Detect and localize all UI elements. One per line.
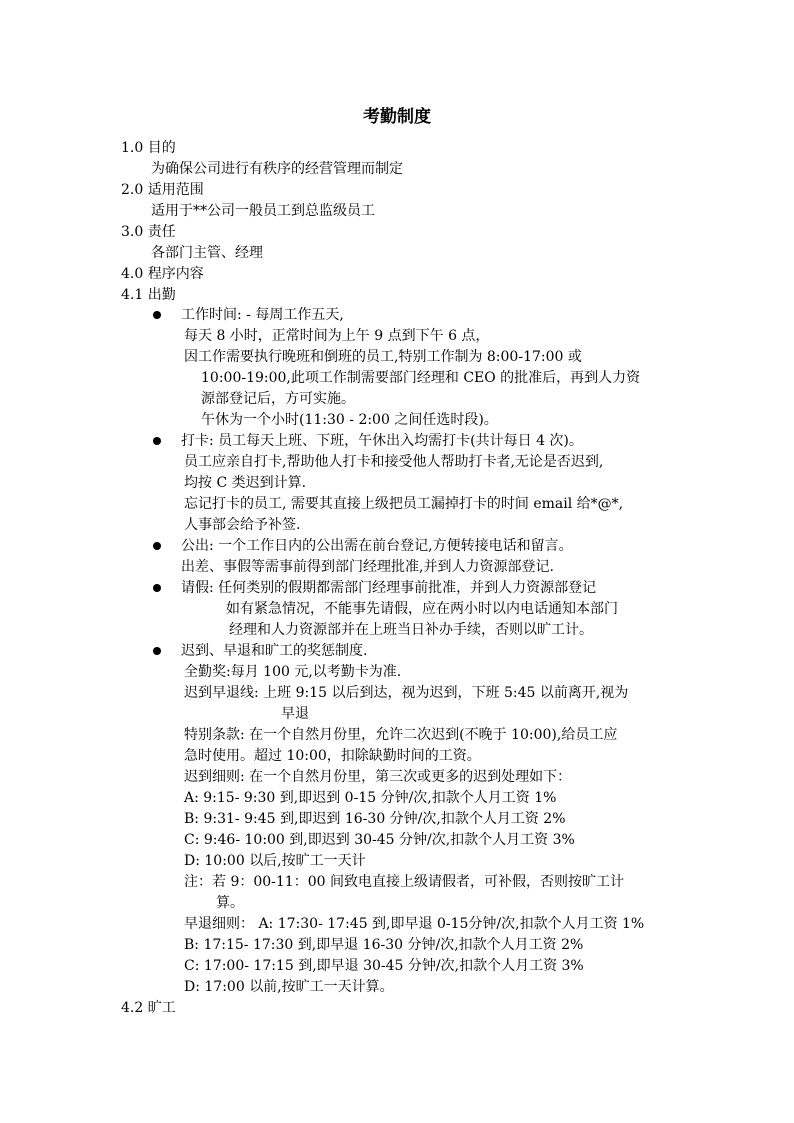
text-line: B: 9:31- 9:45 到,即迟到 16-30 分钟/次,扣款个人月工资 2%: [184, 811, 566, 827]
text-line: 特别条款: 在一个自然月份里，允许二次迟到(不晚于 10:00),给员工应: [184, 727, 618, 743]
text-line: 源部登记后，方可实施。: [201, 391, 355, 407]
text-line: 出差、事假等需事前得到部门经理批准,并到人力资源部登记.: [181, 559, 554, 575]
text-line: 注：若 9：00-11：00 间致电直接上级请假者，可补假，否则按旷工计: [184, 874, 624, 890]
bullet-icon: [153, 647, 161, 655]
text-line: 人事部会给予补签.: [184, 517, 301, 533]
section-heading: 3.0 责任: [121, 224, 176, 240]
text-line: 均按 C 类迟到计算.: [184, 475, 307, 491]
bullet-item: 迟到、早退和旷工的奖惩制度.: [181, 643, 368, 659]
bullet-icon: [153, 437, 161, 445]
bullet-item: 公出: 一个工作日内的公出需在前台登记,方便转接电话和留言。: [181, 538, 573, 554]
text-line: 10:00-19:00,此项工作制需要部门经理和 CEO 的批准后，再到人力资: [201, 370, 641, 386]
bullet-icon: [153, 584, 161, 592]
bullet-item: 请假: 任何类别的假期都需部门经理事前批准，并到人力资源部登记: [181, 580, 597, 596]
text-line: A: 9:15- 9:30 到,即迟到 0-15 分钟/次,扣款个人月工资 1%: [184, 790, 557, 806]
section-heading: 4.1 出勤: [121, 287, 176, 303]
text-line: 迟到早退线: 上班 9:15 以后到达，视为迟到，下班 5:45 以前离开,视为: [184, 685, 629, 701]
bullet-icon: [153, 311, 161, 319]
text-line: 早退: [281, 706, 309, 722]
text-line: 如有紧急情况，不能事先请假，应在两小时以内电话通知本部门: [226, 601, 618, 617]
text-line: C: 17:00- 17:15 到,即早退 30-45 分钟/次,扣款个人月工资 3%: [184, 958, 584, 974]
section-heading: 4.2 旷工: [121, 1000, 176, 1016]
text-line: 午休为一个小时(11:30 - 2:00 之间任选时段)。: [201, 412, 498, 428]
section-heading: 1.0 目的: [121, 140, 176, 156]
text-line: C: 9:46- 10:00 到,即迟到 30-45 分钟/次,扣款个人月工资 3%: [184, 832, 575, 848]
text-line: 适用于**公司一般员工到总监级员工: [151, 203, 375, 219]
section-heading: 4.0 程序内容: [121, 266, 204, 282]
text-line: 因工作需要执行晚班和倒班的员工,特别工作制为 8:00-17:00 或: [184, 349, 582, 365]
text-line: 员工应亲自打卡,帮助他人打卡和接受他人帮助打卡者,无论是否迟到,: [184, 454, 604, 470]
document-title: 考勤制度: [363, 107, 431, 127]
bullet-icon: [153, 542, 161, 550]
text-line: 忘记打卡的员工, 需要其直接上级把员工漏掉打卡的时间 email 给*@*,: [184, 496, 624, 512]
text-line: 急时使用。超过 10:00，扣除缺勤时间的工资。: [184, 748, 481, 764]
bullet-item: 工作时间: - 每周工作五天,: [181, 307, 344, 323]
text-line: 每天 8 小时，正常时间为上午 9 点到下午 6 点，: [184, 328, 490, 344]
text-line: 算。: [216, 895, 244, 911]
text-line: B: 17:15- 17:30 到,即早退 16-30 分钟/次,扣款个人月工资 2%: [184, 937, 584, 953]
section-heading: 2.0 适用范围: [121, 182, 204, 198]
text-line: 为确保公司进行有秩序的经营管理而制定: [151, 161, 403, 177]
text-line: 各部门主管、经理: [151, 245, 263, 261]
text-line: 全勤奖:每月 100 元,以考勤卡为准.: [184, 664, 402, 680]
text-line: 经理和人力资源部并在上班当日补办手续，否则以旷工计。: [229, 622, 593, 638]
text-line: D: 10:00 以后,按旷工一天计: [184, 853, 366, 869]
text-line: 早退细则： A: 17:30- 17:45 到,即早退 0-15分钟/次,扣款个人月工资 1%: [184, 916, 645, 932]
text-line: D: 17:00 以前,按旷工一天计算。: [184, 979, 394, 995]
text-line: 迟到细则: 在一个自然月份里，第三次或更多的迟到处理如下：: [184, 769, 572, 785]
bullet-item: 打卡: 员工每天上班、下班，午休出入均需打卡(共计每日 4 次)。: [181, 433, 583, 449]
